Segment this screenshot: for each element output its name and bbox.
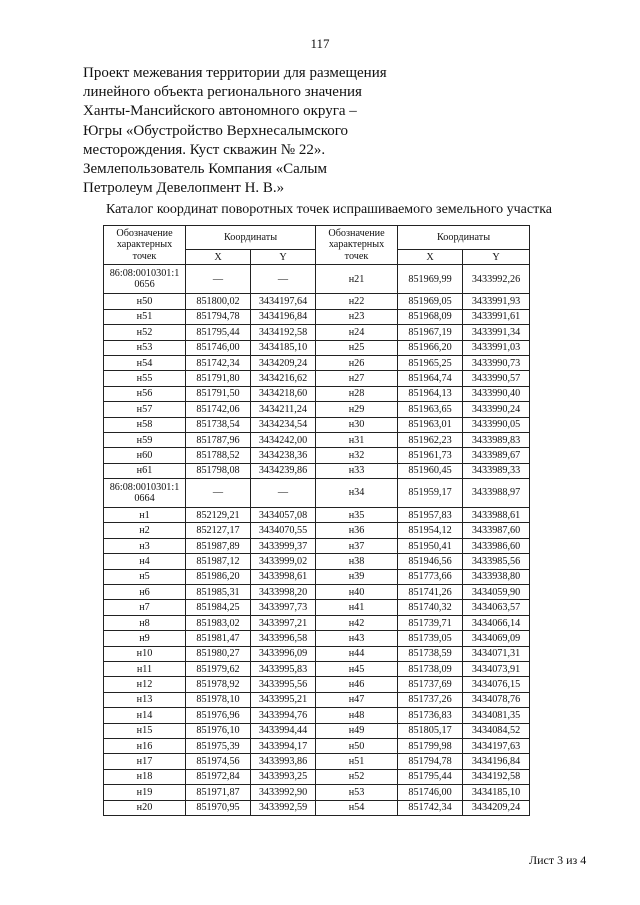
cell-x-right: 851950,41 [398,538,463,553]
cell-y-left: 3433997,73 [251,600,316,615]
cell-x-right: 851805,17 [398,723,463,738]
cell-y-right: 3433988,97 [463,479,530,508]
cell-y-right: 3434084,52 [463,723,530,738]
table-row [104,432,530,447]
cell-x-right: 851740,32 [398,600,463,615]
cell-point-name-left: 86:08:0010301:1 0656 [104,265,186,294]
cell-point-name-left: н16 [104,738,186,753]
cell-x-left: 851987,12 [186,554,251,569]
cell-y-left: 3434070,55 [251,523,316,538]
table-row [104,723,530,738]
table-row [104,785,530,800]
cell-y-left: 3433998,61 [251,569,316,584]
cell-point-name-right: н45 [316,661,398,676]
cell-x-right: 851739,71 [398,615,463,630]
cell-y-right: 3434063,57 [463,600,530,615]
cell-point-name-left: н55 [104,371,186,386]
sheet-info: Лист 3 из 4 [529,853,587,867]
cell-point-name-left: н13 [104,692,186,707]
cell-x-left: 851978,10 [186,692,251,707]
coordinates-table [103,225,530,816]
cell-x-right: 851737,26 [398,692,463,707]
cell-x-right: 851738,59 [398,646,463,661]
cell-point-name-right: н31 [316,432,398,447]
cell-y-left: 3433994,17 [251,738,316,753]
table-row [104,554,530,569]
table-row [104,661,530,676]
cell-point-name-right: н33 [316,463,398,478]
cell-point-name-right: н50 [316,738,398,753]
cell-x-left: 851972,84 [186,769,251,784]
cell-x-right: 851794,78 [398,754,463,769]
table-row [104,754,530,769]
cell-y-right: 3433986,60 [463,538,530,553]
cell-x-right: 851967,19 [398,325,463,340]
project-title-line: Землепользователь Компания «Салым [83,161,327,178]
project-title-line: Проект межевания территории для размещения [83,65,387,81]
table-row [104,325,530,340]
cell-x-right: 851742,34 [398,800,463,815]
cell-point-name-right: н28 [316,386,398,401]
cell-point-name-left: н3 [104,538,186,553]
cell-y-left: 3434209,24 [251,355,316,370]
project-title-line: Петролеум Девелопмент Н. В.» [83,180,285,197]
cell-x-left: 851788,52 [186,448,251,463]
cell-x-left: 851984,25 [186,600,251,615]
cell-x-left: 851976,10 [186,723,251,738]
cell-point-name-right: н27 [316,371,398,386]
cell-point-name-right: н44 [316,646,398,661]
cell-x-left: 851980,27 [186,646,251,661]
cell-y-right: 3433938,80 [463,569,530,584]
cell-point-name-right: н47 [316,692,398,707]
cell-y-right: 3434073,91 [463,661,530,676]
table-row [104,769,530,784]
cell-x-left: 851794,78 [186,309,251,324]
cell-y-left: 3434239,86 [251,463,316,478]
table-row [104,538,530,553]
cell-y-right: 3434078,76 [463,692,530,707]
table-row [104,585,530,600]
table-row [104,677,530,692]
header-point-name-left: Обозначение характерных точек [104,226,186,265]
cell-x-right: 851965,25 [398,355,463,370]
cell-point-name-right: н42 [316,615,398,630]
cell-point-name-right: н40 [316,585,398,600]
cell-x-right: 851960,45 [398,463,463,478]
table-row [104,309,530,324]
cell-point-name-left: 86:08:0010301:1 0664 [104,479,186,508]
cell-point-name-right: н29 [316,402,398,417]
header-x-left: X [186,250,251,265]
cell-y-right: 3433989,67 [463,448,530,463]
cell-y-right: 3433991,34 [463,325,530,340]
table-row [104,448,530,463]
cell-point-name-right: н26 [316,355,398,370]
project-title-line: месторождения. Куст скважин № 22». [83,141,326,158]
cell-y-right: 3433990,73 [463,355,530,370]
cell-point-name-left: н54 [104,355,186,370]
cell-y-left: 3434197,64 [251,294,316,309]
table-row [104,508,530,523]
table-row [104,355,530,370]
cell-x-right: 851963,01 [398,417,463,432]
cell-point-name-right: н22 [316,294,398,309]
cell-point-name-right: н36 [316,523,398,538]
cell-x-right: 851946,56 [398,554,463,569]
cell-x-left: 851746,00 [186,340,251,355]
cell-x-right: 851741,26 [398,585,463,600]
table-row [104,738,530,753]
cell-point-name-left: н52 [104,325,186,340]
cell-x-left: — [186,479,251,508]
catalog-title: Каталог координат поворотных точек испрашиваемого земельного участка [105,202,553,217]
cell-x-left: 851983,02 [186,615,251,630]
cell-x-left: 851976,96 [186,708,251,723]
cell-point-name-left: н58 [104,417,186,432]
table-row [104,402,530,417]
cell-point-name-left: н57 [104,402,186,417]
cell-point-name-right: н25 [316,340,398,355]
cell-point-name-right: н23 [316,309,398,324]
cell-x-left: 851978,92 [186,677,251,692]
cell-x-left: 851970,95 [186,800,251,815]
cell-x-left: 851987,89 [186,538,251,553]
cell-y-left: 3434216,62 [251,371,316,386]
cell-x-left: 852129,21 [186,508,251,523]
cell-point-name-left: н15 [104,723,186,738]
cell-point-name-right: н49 [316,723,398,738]
cell-y-left: 3434242,00 [251,432,316,447]
cell-x-right: 851737,69 [398,677,463,692]
cell-point-name-right: н52 [316,769,398,784]
table-row [104,386,530,401]
project-title-line: линейного объекта регионального значения [83,84,362,101]
cell-x-right: 851969,99 [398,265,463,294]
cell-point-name-right: н53 [316,785,398,800]
cell-point-name-left: н10 [104,646,186,661]
page-number: 117 [310,36,330,51]
table-row [104,463,530,478]
cell-y-left: 3433995,56 [251,677,316,692]
cell-point-name-left: н8 [104,615,186,630]
cell-y-right: 3433989,33 [463,463,530,478]
cell-y-right: 3433985,56 [463,554,530,569]
table-row [104,371,530,386]
header-coordinates-left: Координаты [186,226,316,250]
cell-x-left: 851985,31 [186,585,251,600]
table-row [104,646,530,661]
cell-x-right: 851961,73 [398,448,463,463]
cell-y-right: 3434059,90 [463,585,530,600]
cell-y-left: 3433996,09 [251,646,316,661]
cell-x-left: 851742,06 [186,402,251,417]
table-row [104,615,530,630]
cell-point-name-right: н24 [316,325,398,340]
cell-y-right: 3434069,09 [463,631,530,646]
cell-point-name-right: н41 [316,600,398,615]
cell-x-right: 851963,65 [398,402,463,417]
cell-y-left: 3433994,76 [251,708,316,723]
header-y-right: Y [463,250,530,265]
cell-y-left: 3433995,21 [251,692,316,707]
cell-y-left: — [251,265,316,294]
cell-x-left: 851974,56 [186,754,251,769]
table-row [104,265,530,294]
cell-x-right: 851968,09 [398,309,463,324]
cell-point-name-left: н5 [104,569,186,584]
cell-y-left: 3433997,21 [251,615,316,630]
cell-point-name-left: н50 [104,294,186,309]
cell-y-right: 3434192,58 [463,769,530,784]
cell-y-left: 3434238,36 [251,448,316,463]
table-row [104,800,530,815]
coordinates-table-body [104,265,530,816]
cell-y-right: 3433990,05 [463,417,530,432]
cell-point-name-left: н1 [104,508,186,523]
cell-y-left: 3433999,37 [251,538,316,553]
cell-point-name-right: н35 [316,508,398,523]
cell-x-left: 852127,17 [186,523,251,538]
cell-x-right: 851799,98 [398,738,463,753]
cell-point-name-left: н19 [104,785,186,800]
cell-y-right: 3433991,03 [463,340,530,355]
cell-y-right: 3433990,40 [463,386,530,401]
cell-y-left: 3433998,20 [251,585,316,600]
cell-y-right: 3434066,14 [463,615,530,630]
cell-point-name-left: н53 [104,340,186,355]
table-row [104,631,530,646]
cell-y-left: 3433994,44 [251,723,316,738]
cell-x-left: 851787,96 [186,432,251,447]
cell-x-right: 851773,66 [398,569,463,584]
cell-x-left: 851795,44 [186,325,251,340]
cell-point-name-left: н20 [104,800,186,815]
cell-x-left: 851986,20 [186,569,251,584]
cell-x-right: 851969,05 [398,294,463,309]
cell-y-right: 3433987,60 [463,523,530,538]
project-title [83,64,413,198]
cell-x-right: 851795,44 [398,769,463,784]
cell-point-name-right: н37 [316,538,398,553]
cell-point-name-left: н51 [104,309,186,324]
cell-y-left: 3434196,84 [251,309,316,324]
cell-point-name-left: н2 [104,523,186,538]
cell-x-left: 851979,62 [186,661,251,676]
table-row [104,708,530,723]
header-point-name-right: Обозначение характерных точек [316,226,398,265]
cell-point-name-right: н21 [316,265,398,294]
cell-point-name-left: н18 [104,769,186,784]
cell-y-left: 3434192,58 [251,325,316,340]
cell-x-left: 851791,50 [186,386,251,401]
project-title-line: Ханты-Мансийского автономного округа – [83,103,357,120]
cell-point-name-left: н9 [104,631,186,646]
cell-y-left: 3434211,24 [251,402,316,417]
cell-y-right: 3433992,26 [463,265,530,294]
cell-point-name-left: н4 [104,554,186,569]
cell-x-right: 851964,74 [398,371,463,386]
cell-x-left: 851791,80 [186,371,251,386]
cell-x-left: 851798,08 [186,463,251,478]
cell-x-left: 851800,02 [186,294,251,309]
cell-y-left: 3433993,25 [251,769,316,784]
cell-y-right: 3434197,63 [463,738,530,753]
cell-point-name-right: н46 [316,677,398,692]
cell-x-left: 851981,47 [186,631,251,646]
cell-point-name-left: н6 [104,585,186,600]
cell-y-right: 3433991,61 [463,309,530,324]
cell-x-left: 851742,34 [186,355,251,370]
cell-point-name-right: н43 [316,631,398,646]
table-row [104,340,530,355]
cell-x-right: 851959,17 [398,479,463,508]
cell-x-left: 851971,87 [186,785,251,800]
cell-y-right: 3433988,61 [463,508,530,523]
table-row [104,600,530,615]
cell-point-name-left: н7 [104,600,186,615]
header-x-right: X [398,250,463,265]
cell-y-left: 3433992,90 [251,785,316,800]
cell-point-name-right: н39 [316,569,398,584]
table-row [104,692,530,707]
cell-y-right: 3434081,35 [463,708,530,723]
cell-y-right: 3434071,31 [463,646,530,661]
cell-point-name-left: н60 [104,448,186,463]
header-y-left: Y [251,250,316,265]
cell-point-name-right: н48 [316,708,398,723]
cell-x-right: 851739,05 [398,631,463,646]
table-row [104,569,530,584]
cell-point-name-right: н54 [316,800,398,815]
cell-point-name-left: н14 [104,708,186,723]
cell-x-right: 851954,12 [398,523,463,538]
cell-y-left: 3433995,83 [251,661,316,676]
table-row [104,417,530,432]
cell-x-right: 851736,83 [398,708,463,723]
cell-x-right: 851738,09 [398,661,463,676]
table-row [104,523,530,538]
header-coordinates-right: Координаты [398,226,530,250]
cell-x-right: 851966,20 [398,340,463,355]
cell-point-name-right: н34 [316,479,398,508]
cell-x-right: 851962,23 [398,432,463,447]
cell-y-right: 3433990,24 [463,402,530,417]
cell-point-name-right: н32 [316,448,398,463]
cell-x-left: 851975,39 [186,738,251,753]
cell-point-name-right: н38 [316,554,398,569]
cell-y-left: 3434185,10 [251,340,316,355]
cell-y-left: 3433992,59 [251,800,316,815]
cell-y-right: 3434076,15 [463,677,530,692]
cell-point-name-right: н51 [316,754,398,769]
project-title-line: Югры «Обустройство Верхнесалымского [83,122,349,139]
cell-point-name-left: н17 [104,754,186,769]
cell-y-left: 3433999,02 [251,554,316,569]
cell-x-right: 851957,83 [398,508,463,523]
cell-point-name-left: н12 [104,677,186,692]
cell-point-name-left: н11 [104,661,186,676]
table-row [104,479,530,508]
cell-point-name-left: н56 [104,386,186,401]
cell-y-right: 3433989,83 [463,432,530,447]
cell-x-left: 851738,54 [186,417,251,432]
cell-x-left: — [186,265,251,294]
cell-y-left: — [251,479,316,508]
cell-point-name-left: н59 [104,432,186,447]
cell-point-name-left: н61 [104,463,186,478]
cell-y-right: 3434185,10 [463,785,530,800]
cell-y-left: 3433996,58 [251,631,316,646]
cell-x-right: 851964,13 [398,386,463,401]
cell-y-right: 3433991,93 [463,294,530,309]
cell-y-left: 3434234,54 [251,417,316,432]
cell-y-right: 3434209,24 [463,800,530,815]
cell-y-right: 3433990,57 [463,371,530,386]
cell-y-left: 3434057,08 [251,508,316,523]
cell-y-right: 3434196,84 [463,754,530,769]
cell-y-left: 3434218,60 [251,386,316,401]
cell-point-name-right: н30 [316,417,398,432]
cell-x-right: 851746,00 [398,785,463,800]
table-row [104,294,530,309]
cell-y-left: 3433993,86 [251,754,316,769]
